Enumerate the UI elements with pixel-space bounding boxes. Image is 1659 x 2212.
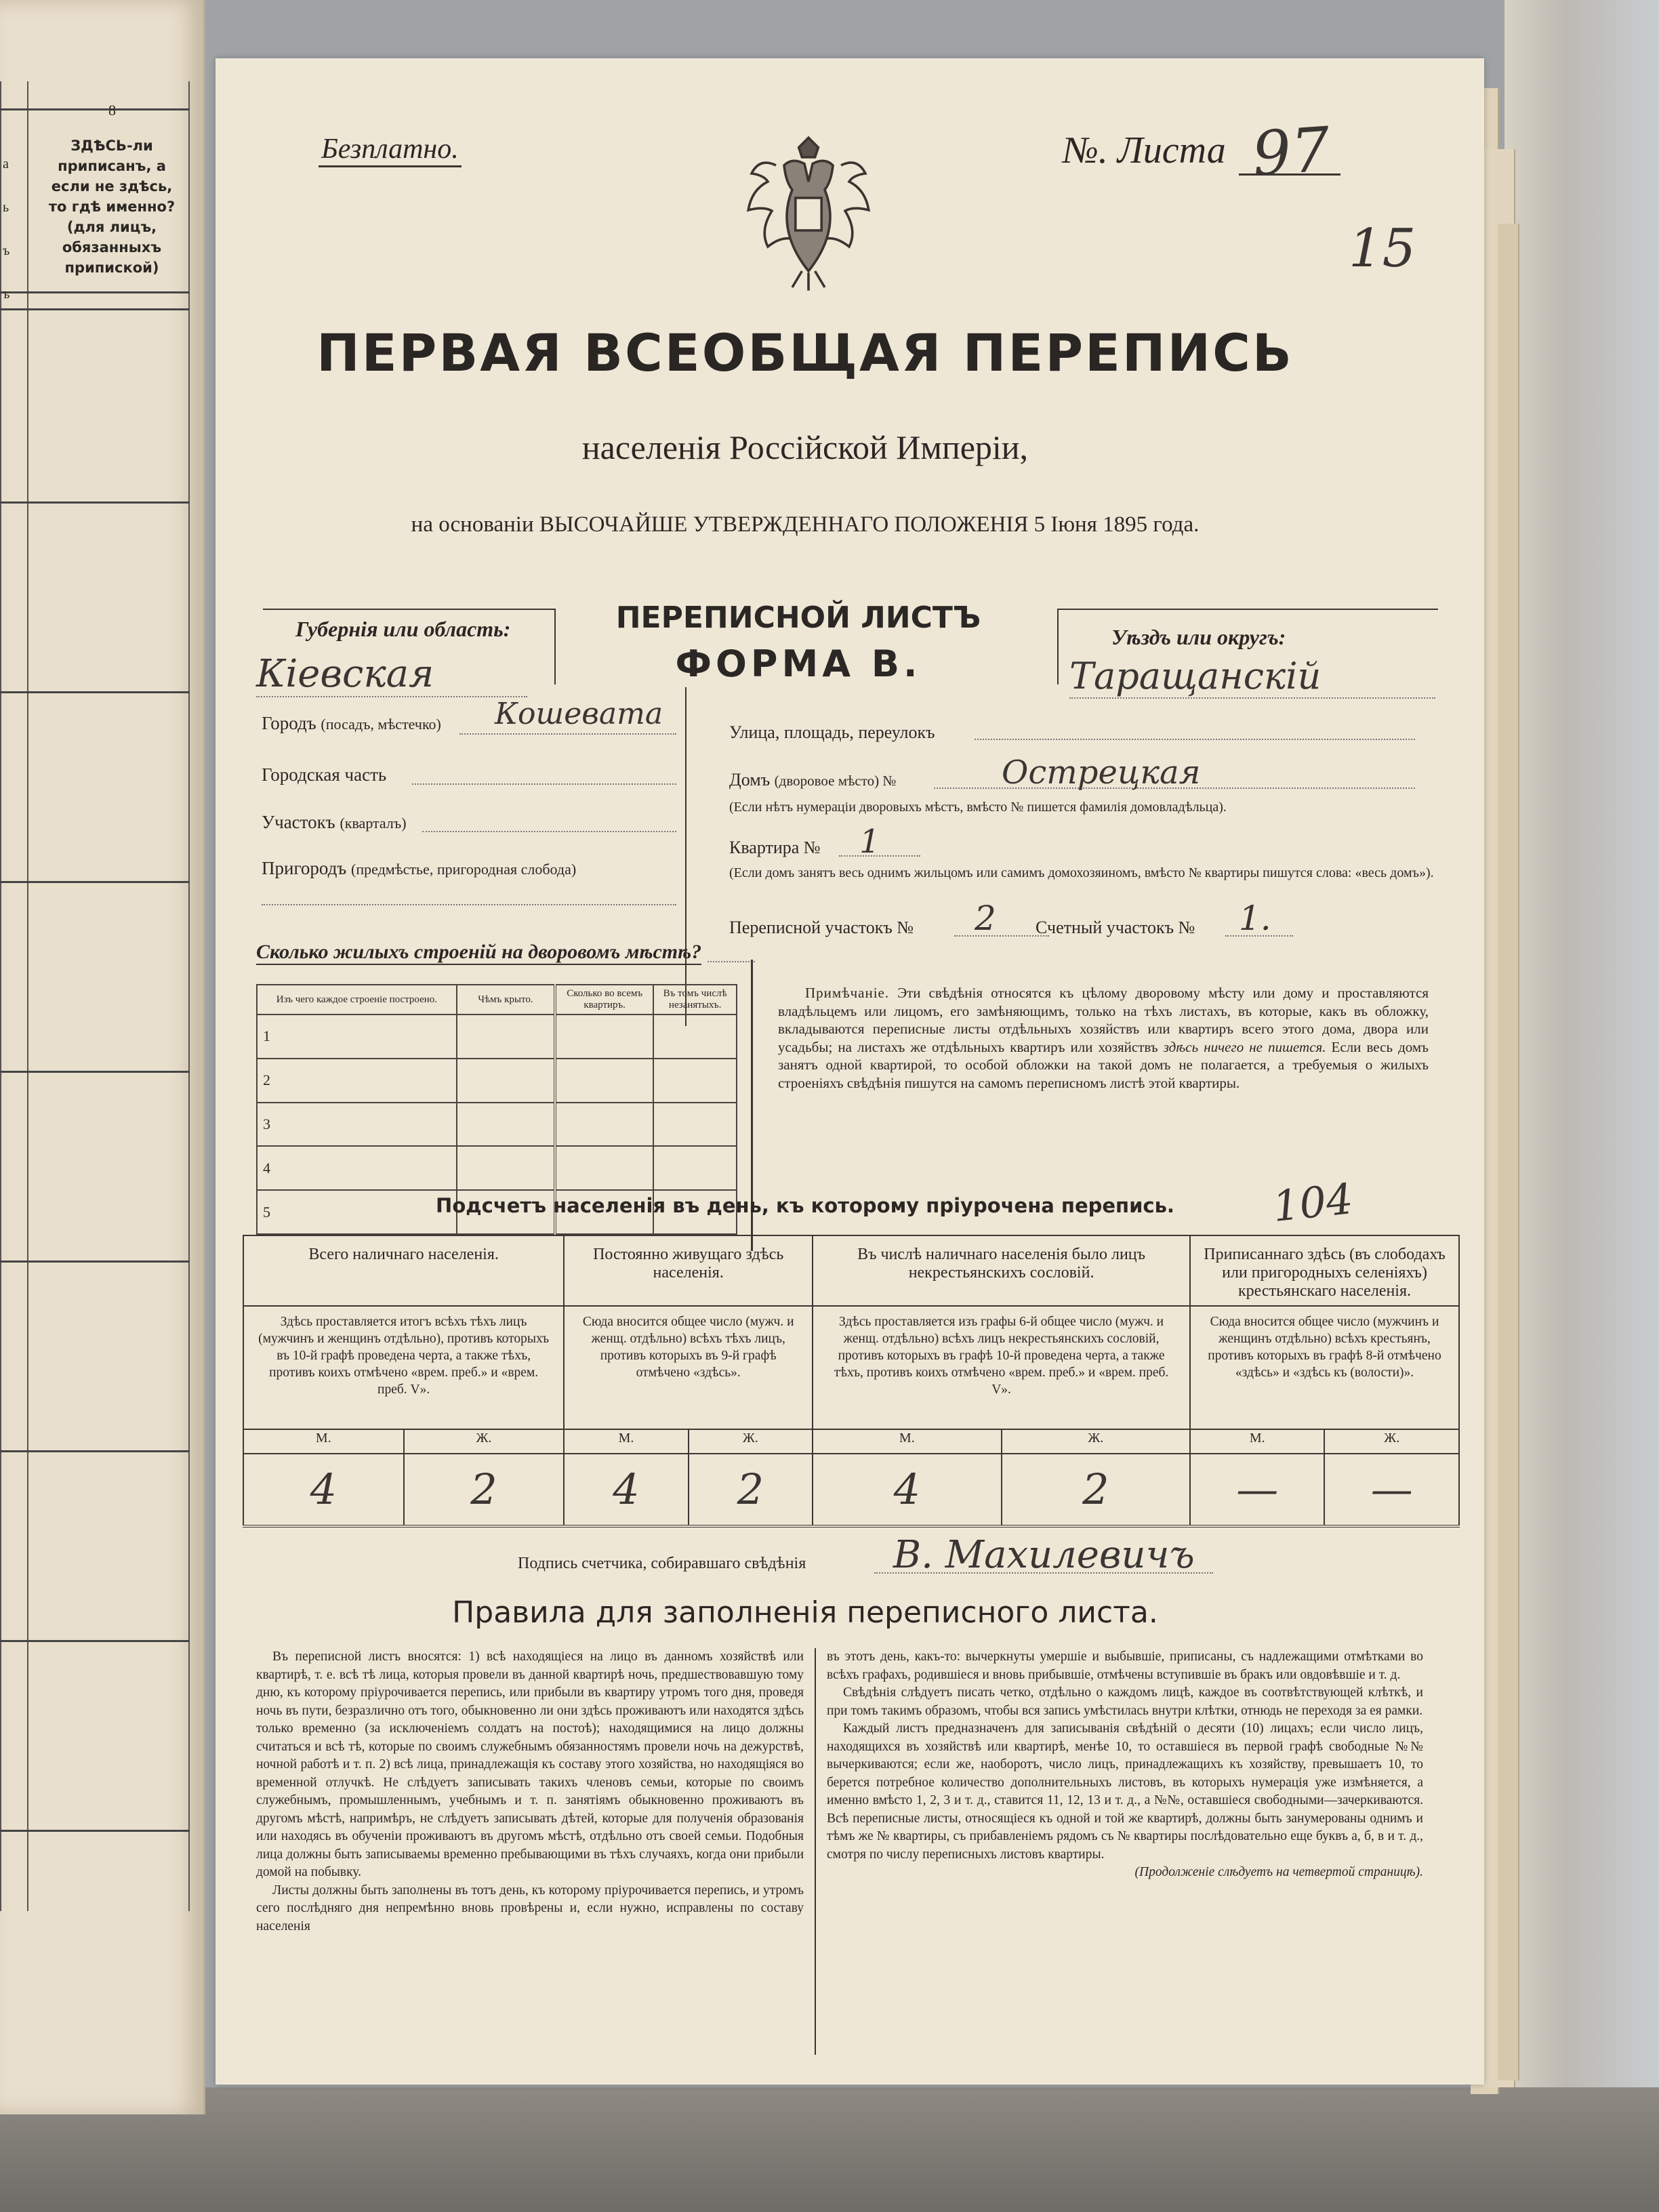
buildings-header-roof: Чѣмъ крыто.	[457, 985, 555, 1015]
buildings-row: 4	[257, 1146, 737, 1190]
f-label: Ж.	[404, 1429, 565, 1454]
left-column-header: ЗДѢСЬ-ли приписанъ, а если не здѣсь, то гдѣ именно? (для лицъ, обязанныхъ припиской)	[48, 138, 176, 276]
f-label: Ж.	[1002, 1429, 1190, 1454]
apartment-value: 1	[859, 823, 880, 861]
archive-number: 15	[1349, 218, 1416, 279]
left-page	[0, 0, 205, 2114]
background-wall	[1504, 0, 1659, 2212]
suburb-line	[262, 904, 676, 905]
population-desc-present: Здѣсь проставляется итогъ всѣхъ тѣхъ лицъ (мужчинъ и женщинъ отдѣльно), противъ которыхъ въ 10-й графѣ проведена черта, а также тѣхъ, противъ коихъ отмѣчено «врем. преб.» и «врем. преб. V».	[243, 1306, 564, 1429]
population-desc-resident: Сюда вносится общее число (мужч. и женщ. отдѣльно) всѣхъ тѣхъ лицъ, противъ которыхъ въ 9-й графѣ отмѣчено «здѣсь».	[564, 1306, 813, 1429]
binder-edge	[0, 2087, 1659, 2212]
present-male: 4	[243, 1454, 404, 1526]
m-label: М.	[813, 1429, 1001, 1454]
street-label: Улица, площадь, переулокъ	[729, 722, 935, 742]
suburb-label-group: Пригородъ (предмѣстье, пригородная слобода)	[262, 858, 577, 878]
m-label: М.	[564, 1429, 688, 1454]
rules-title: Правила для заполненія переписного листа.	[452, 1595, 1158, 1630]
rules-left-column	[256, 1648, 804, 1936]
page-subtitle: населенія Россійской Имперіи,	[581, 428, 1029, 466]
buildings-answer-line	[708, 961, 755, 962]
imperial-eagle-emblem	[727, 133, 890, 295]
buildings-header-apartments: Сколько во всемъ квартиръ.	[555, 985, 653, 1015]
house-note: (Если нѣтъ нумераціи дворовыхъ мѣстъ, вмѣсто № пишется фамилія домовладѣльца).	[729, 800, 1227, 815]
buildings-question: Сколько жилыхъ строеній на дворовомъ мѣстѣ?	[256, 941, 701, 965]
census-district-line	[954, 935, 1049, 937]
rules-paragraph: въ этотъ день, какъ-то: вычеркнуты умершіе и выбывшіе, приписаны, съ надлежащими отмѣтками во всѣхъ графахъ, родившіеся и вновь прибывшіе, отмѣчены вступившіе въ бракъ или овдовѣвшіе и т. д.	[827, 1650, 1423, 1682]
population-header-peasant: Приписаннаго здѣсь (въ слободахъ или пригородныхъ селеніяхъ) крестьянскаго населенія.	[1190, 1235, 1459, 1306]
buildings-row: 3	[257, 1103, 737, 1147]
counting-district-label: Счетный участокъ №	[1036, 918, 1195, 937]
population-table	[243, 1235, 1460, 1528]
sheet-title: ПЕРЕПИСНОЙ ЛИСТЪ	[615, 600, 981, 635]
apartment-label: Квартира №	[729, 838, 821, 857]
city-label-group: Городъ (посадъ, мѣстечко)	[262, 713, 441, 733]
peasant-male: —	[1190, 1454, 1324, 1526]
city-part-label: Городская часть	[262, 764, 387, 785]
population-desc-nonpeasant: Здѣсь проставляется изъ графы 6-й общее число (мужч. и женщ. отдѣльно) всѣхъ лицъ некрестьянскихъ сословій, противъ которыхъ въ графѣ 10-й проведена черта, а также тѣхъ, противъ коихъ отмѣчено «врем. преб.» и «врем. преб. V».	[813, 1306, 1190, 1429]
rules-paragraph: Листы должны быть заполнены въ тотъ день, къ которому пріурочивается перепись, и утромъ сего послѣдняго дня непремѣнно вновь провѣрены и, если нужно, исправлены по составу населенія	[256, 1883, 804, 1933]
rules-divider	[815, 1648, 816, 2055]
gubernia-value: Кіевская	[256, 652, 527, 697]
peasant-female: —	[1324, 1454, 1459, 1526]
census-sheet	[216, 58, 1484, 2085]
population-header-present: Всего наличнаго населенія.	[243, 1235, 564, 1306]
buildings-header-material: Изъ чего каждое строеніе построено.	[257, 985, 457, 1015]
house-value: Острецкая	[1002, 754, 1201, 792]
buildings-row: 1	[257, 1015, 737, 1059]
buildings-row: 5	[257, 1190, 737, 1234]
city-part-line	[412, 783, 676, 785]
census-district-value: 2	[975, 899, 996, 938]
census-district-label: Переписной участокъ №	[729, 918, 914, 937]
buildings-note: Примѣчаніе. Эти свѣдѣнія относятся къ цѣлому дворовому мѣсту или дому и проставляются владѣльцемъ или лицомъ, его замѣняющимъ, только на тѣхъ листахъ, въ которые, какъ въ обложку, вкладываются переписные листы отдѣльныхъ хозяйствъ или квартиръ всего этого дома, двора или усадьбы; на листахъ же отдѣльныхъ квартиръ или хозяйствъ здѣсь ничего не пишется. Если весь домъ занятъ одной квартирой, то особой обложки на такой домъ не полагается, а требуемыя о жилыхъ строеніяхъ свѣдѣнія пишутся на самомъ переписномъ листѣ этой квартиры.	[778, 985, 1429, 1091]
city-line	[459, 733, 676, 735]
page-edge	[1498, 224, 1519, 2081]
f-label: Ж.	[689, 1429, 813, 1454]
uezd-label: Уѣздъ или округъ:	[1111, 625, 1286, 649]
address-divider	[685, 687, 687, 1026]
resident-male: 4	[564, 1454, 688, 1526]
resident-female: 2	[689, 1454, 813, 1526]
free-label: Безплатно.	[319, 133, 462, 167]
buildings-header-vacant: Въ томъ числѣ незанятыхъ.	[653, 985, 737, 1015]
apartment-note: (Если домъ занятъ весь однимъ жильцомъ или самимъ домохозяиномъ, вмѣсто № квартиры пишутся слова: «весь домъ»).	[729, 865, 1434, 880]
street-line	[975, 739, 1415, 740]
counting-district-value: 1.	[1239, 899, 1271, 938]
district-label-group: Участокъ (кварталъ)	[262, 812, 407, 832]
population-title: Подсчетъ населенія въ день, къ которому пріурочена перепись.	[436, 1194, 1174, 1217]
uezd-value: Таращанскій	[1069, 655, 1435, 699]
rules-paragraph: Каждый листъ предназначенъ для записыванія свѣдѣній о десяти (10) лицахъ; если число лицъ, находящихся въ хозяйствѣ или квартирѣ, менѣе 10, то оставшіеся въ первой графѣ свободные №№ вычеркиваются; если же, наоборотъ, число лицъ, принадлежащихъ къ хозяйству, превышаетъ 10, то берется потребное количество дополнительныхъ листовъ, въ которыхъ нумерація уже измѣняется, а именно вмѣсто 1, 2, 3 и т. д., ставится 11, 12, 13 и т. д., а №№, оставшіеся свободными—зачеркиваются. Всѣ переписные листы, относящіеся къ одной и той же квартирѣ, должны быть занумерованы однимъ и тѣмъ же № квартиры, съ прибавленіемъ рядомъ съ № квартиры послѣдовательно еще буквъ а, б, в и т. д., смотря по числу переписныхъ листовъ квартиры.	[827, 1721, 1423, 1862]
buildings-row: 2	[257, 1059, 737, 1103]
population-header-nonpeasant: Въ числѣ наличнаго населенія было лицъ некрестьянскихъ сословій.	[813, 1235, 1190, 1306]
sheet-number-label: №. Листа	[1063, 129, 1226, 171]
gubernia-label: Губернія или область:	[295, 617, 511, 641]
city-value: Кошевата	[495, 697, 663, 731]
population-desc-peasant: Сюда вносится общее число (мужчинъ и женщинъ отдѣльно) всѣхъ крестьянъ, противъ которыхъ въ графѣ 8-й отмѣчено «здѣсь» и «здѣсь къ (волости)».	[1190, 1306, 1459, 1429]
population-header-resident: Постоянно живущаго здѣсь населенія.	[564, 1235, 813, 1306]
m-label: М.	[1190, 1429, 1324, 1454]
m-label: М.	[243, 1429, 404, 1454]
signature-label: Подпись счетчика, собиравшаго свѣдѣнія	[518, 1555, 806, 1572]
page-title: ПЕРВАЯ ВСЕОБЩАЯ ПЕРЕПИСЬ	[316, 323, 1294, 383]
rules-paragraph: Въ переписной листъ вносятся: 1) всѣ находящіеся на лицо въ данномъ хозяйствѣ или квартирѣ, т. е. всѣ тѣ лица, которыя провели въ данной квартирѣ ночь, предшествовавшую тому дню, къ которому пріурочивается перепись, или прибыли въ квартиру утромъ того дня, проведя ночь въ пути, безразлично отъ того, обыкновенно ли они здѣсь проживаютъ или находятся здѣсь только временно (за исключеніемъ солдатъ на постоѣ); находящимися на лицо должны считаться и всѣ тѣ, которые по своимъ служебнымъ обязанностямъ провели ночь на дежурствѣ, ночной работѣ и т. п. 2) всѣ лица, принадлежащія къ составу этого хозяйства, но находящіяся во временной отлучкѣ. Не слѣдуетъ записывать такихъ членовъ семьи, которые по своимъ служебнымъ, промышленнымъ, учебнымъ и т. п. занятіямъ обыкновенно проживаютъ въ другомъ мѣстѣ, напримѣръ, не слѣдуетъ записывать дѣтей, которые для полученія образованія или находясь въ обученіи проживаютъ въ другомъ мѣстѣ, отдѣльно отъ своей семьи. Подобныя лица должны быть записываемы временно пребывающими въ тѣхъ случаяхъ, когда они прибыли домой на побывку.	[256, 1650, 804, 1879]
present-female: 2	[404, 1454, 565, 1526]
house-label-group: Домъ (дворовое мѣсто) №	[729, 770, 897, 790]
rules-paragraph: Свѣдѣнія слѣдуетъ писать четко, отдѣльно о каждомъ лицѣ, каждое въ соотвѣтствующей клѣткѣ, и при томъ такимъ образомъ, чтобы вся запись умѣстилась внутри клѣтки, отнюдь не переходя за ея рамки.	[827, 1685, 1423, 1718]
nonpeasant-female: 2	[1002, 1454, 1190, 1526]
page-basis: на основаніи ВЫСОЧАЙШЕ УТВЕРЖДЕННАГО ПОЛОЖЕНІЯ 5 Іюня 1895 года.	[411, 512, 1200, 537]
f-label: Ж.	[1324, 1429, 1459, 1454]
left-column-number: 8	[108, 102, 116, 119]
nonpeasant-male: 4	[813, 1454, 1001, 1526]
form-name: ФОРМА В.	[675, 642, 922, 685]
signature-value: В. Махилевичъ	[893, 1533, 1195, 1577]
rules-right-column	[827, 1648, 1423, 1882]
left-column-fragment: а ь ъ ъ	[3, 157, 10, 302]
district-line	[422, 831, 676, 832]
sheet-number-value: 97	[1250, 114, 1333, 190]
rules-continued: (Продолженіе слѣдуетъ на четвертой страницѣ).	[1134, 1865, 1423, 1879]
population-side-number: 104	[1270, 1174, 1355, 1231]
